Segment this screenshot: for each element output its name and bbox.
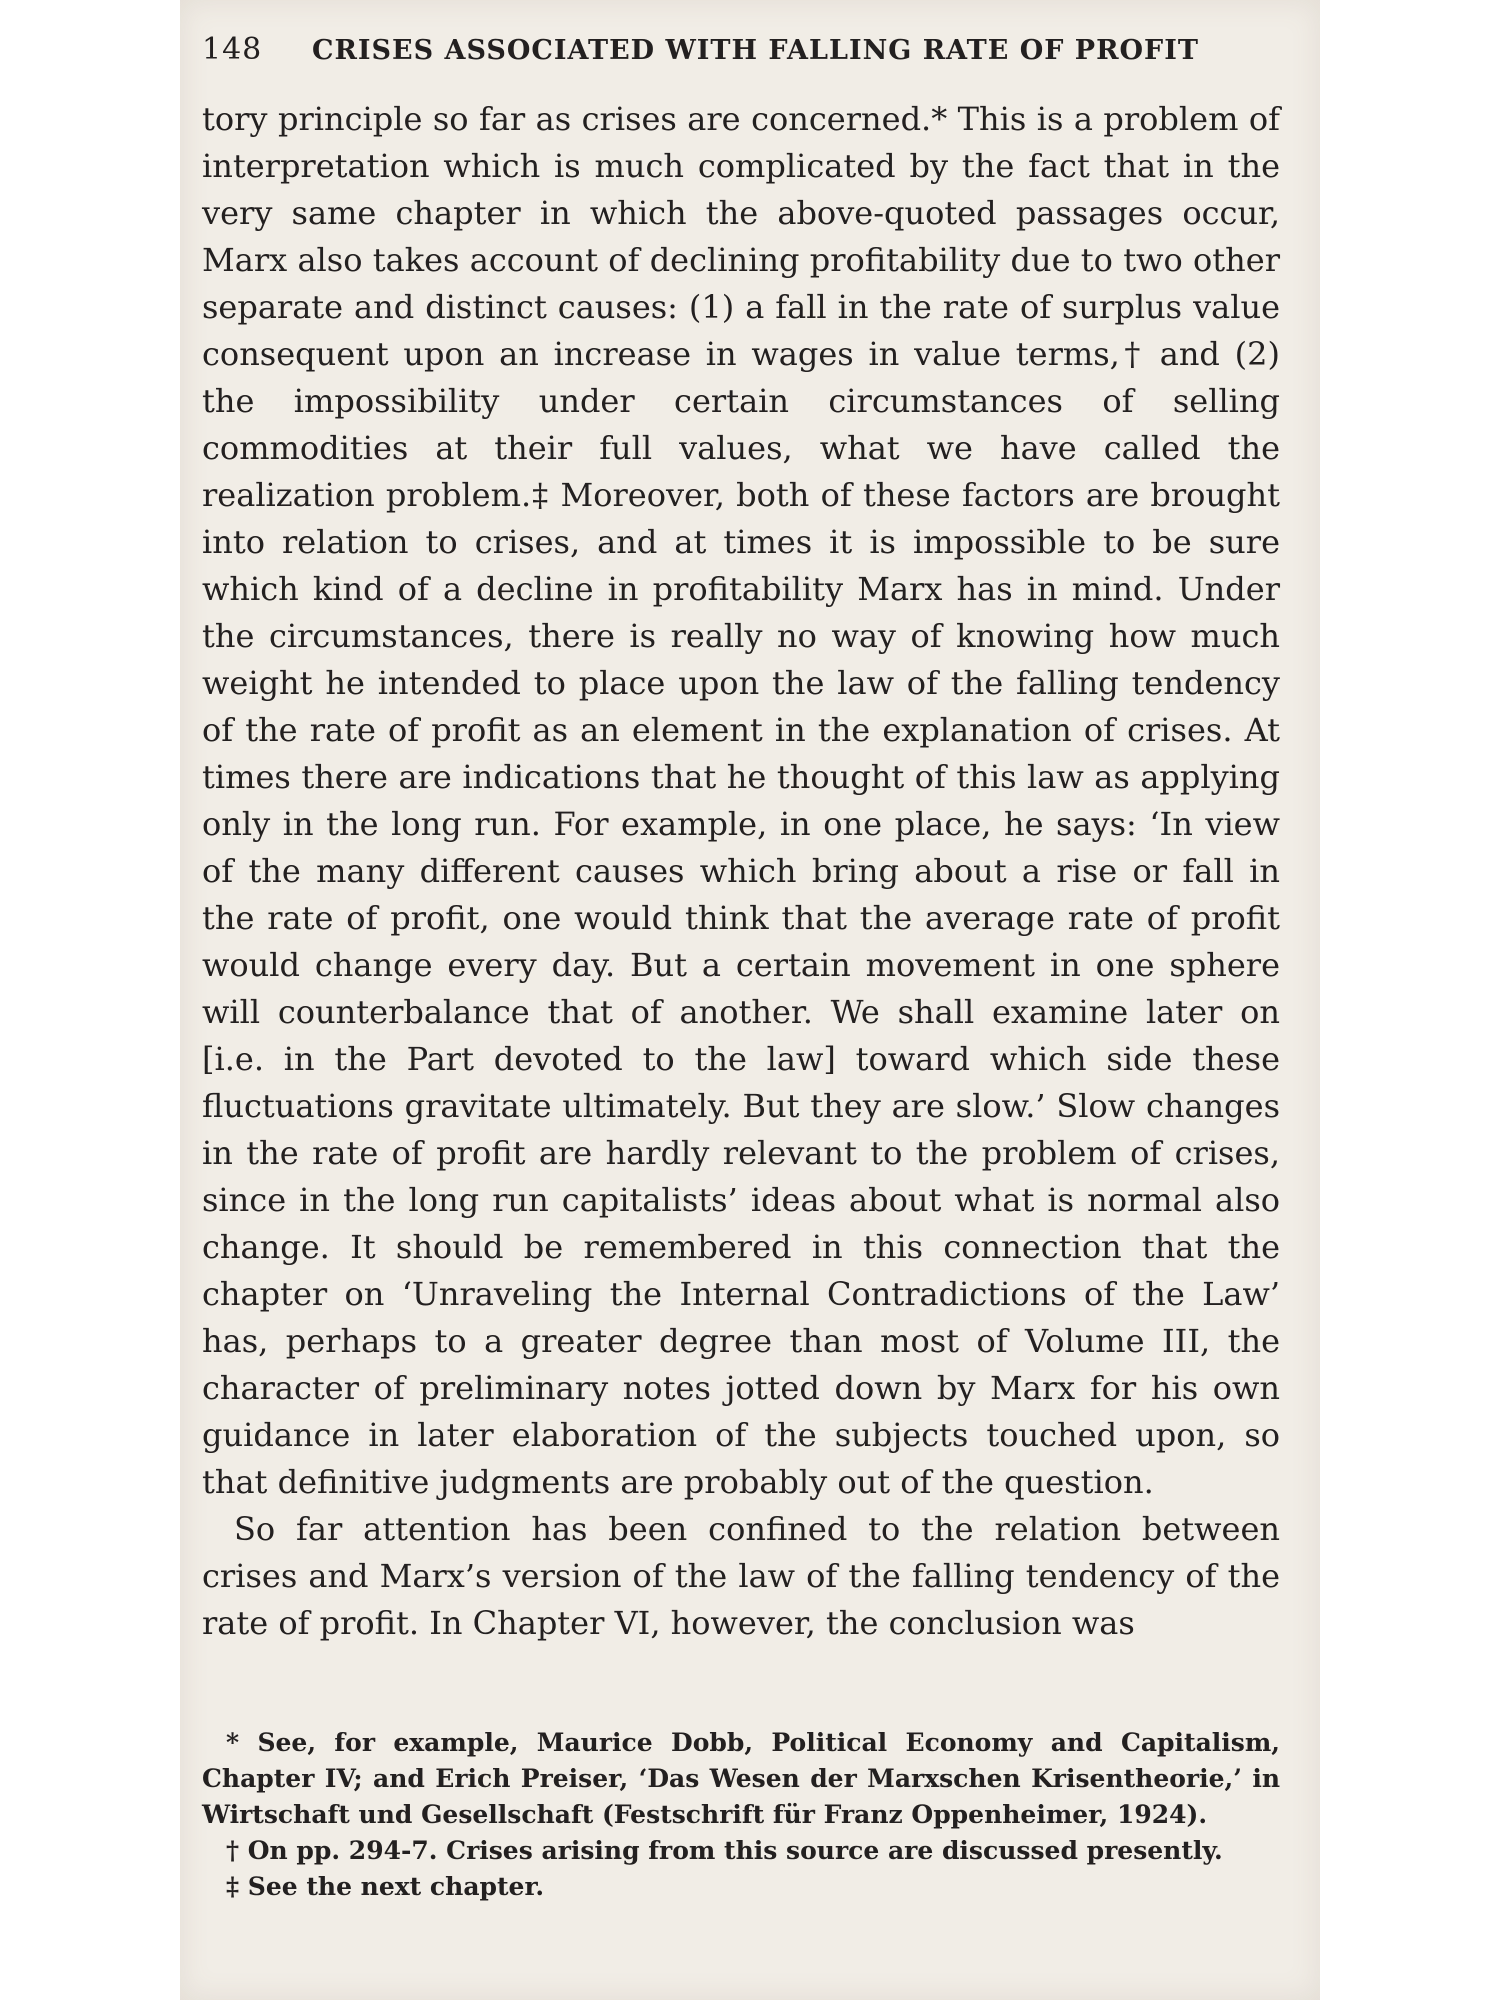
footnotes [202, 1725, 1280, 1905]
book-page [180, 0, 1320, 2000]
paragraph: tory principle so far as crises are concerned.* This is a problem of interpretation which is much complicated by the fact that in the very same chapter in which the above-quoted passages occur, Marx also takes account of declining profitability due to two other separate and distinct causes: (1) a fall in the rate of surplus value consequent upon an increase in wages in value terms,† and (2) the impossibility under certain circumstances of selling commodities at their full values, what we have called the realization problem.‡ Moreover, both of these factors are brought into relation to crises, and at times it is impossible to be sure which kind of a decline in profitability Marx has in mind. Under the circumstances, there is really no way of knowing how much weight he intended to place upon the law of the falling tendency of the rate of profit as an element in the explanation of crises. At times there are indications that he thought of this law as applying only in the long run. For example, in one place, he says: ‘In view of the many different causes which bring about a rise or fall in the rate of profit, one would think that the average rate of profit would change every day. But a certain movement in one sphere will counterbalance that of another. We shall examine later on [i.e. in the Part devoted to the law] toward which side these fluctuations gravitate ultimately. But they are slow.’ Slow changes in the rate of profit are hardly relevant to the problem of crises, since in the long run capitalists’ ideas about what is normal also change. It should be remembered in this connection that the chapter on ‘Unraveling the Internal Contradictions of the Law’ has, perhaps to a greater degree than most of Volume III, the character of preliminary notes jotted down by Marx for his own guidance in later elaboration of the subjects touched upon, so that definitive judgments are probably out of the question. [202, 100, 1280, 1501]
page-number: 148 [202, 32, 263, 67]
paragraph: So far attention has been confined to the relation between crises and Marx’s version of the law of the falling tendency of the rate of profit. In Chapter VI, however, the conclusion was [202, 1510, 1280, 1642]
body-text [202, 96, 1280, 1647]
running-header [202, 32, 1280, 76]
footnote: † On pp. 294-7. Crises arising from this source are discussed presently. [226, 1836, 1223, 1865]
footnote: * See, for example, Maurice Dobb, Political Economy and Capitalism, Chapter IV; and Erich Preiser, ‘Das Wesen der Marxschen Krisentheorie,’ in Wirtschaft und Gesellschaft (Festschrift für Franz Oppenheimer, 1924). [202, 1728, 1280, 1829]
running-title: CRISES ASSOCIATED WITH FALLING RATE OF PROFIT [312, 35, 1199, 66]
footnote: ‡ See the next chapter. [226, 1872, 545, 1901]
